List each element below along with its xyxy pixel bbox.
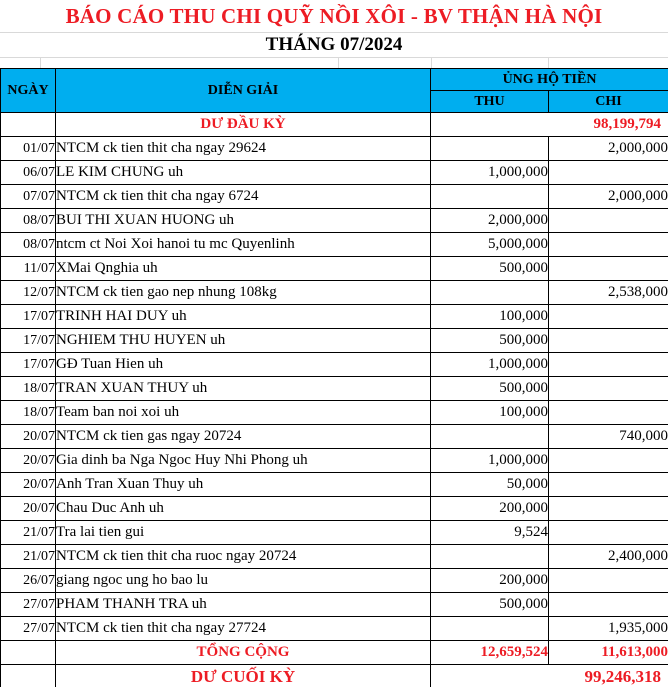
cell-chi[interactable] (549, 497, 668, 521)
gridline (431, 58, 432, 68)
cell-chi[interactable]: 2,000,000 (549, 185, 668, 209)
cell-chi[interactable]: 2,000,000 (549, 137, 668, 161)
cell-chi[interactable] (549, 353, 668, 377)
total-row (1, 641, 668, 665)
header-thu[interactable]: THU (431, 91, 549, 113)
table-row (1, 473, 668, 497)
cell-thu[interactable]: 100,000 (431, 305, 549, 329)
cell-chi[interactable] (549, 473, 668, 497)
cell-date[interactable]: 18/07 (1, 377, 56, 401)
cell-desc[interactable]: XMai Qnghia uh (56, 257, 431, 281)
cell-date[interactable]: 20/07 (1, 473, 56, 497)
cell-desc[interactable]: PHAM THANH TRA uh (56, 593, 431, 617)
gridline (548, 58, 549, 68)
cell-thu[interactable]: 500,000 (431, 257, 549, 281)
cell-date[interactable]: 20/07 (1, 425, 56, 449)
cell-desc[interactable]: giang ngoc ung ho bao lu (56, 569, 431, 593)
cell-desc[interactable]: Team ban noi xoi uh (56, 401, 431, 425)
cell-date[interactable]: 26/07 (1, 569, 56, 593)
table-row (1, 593, 668, 617)
cell-thu[interactable] (431, 185, 549, 209)
header-dien-giai[interactable]: DIỄN GIẢI (56, 69, 431, 113)
cell-desc[interactable]: TRINH HAI DUY uh (56, 305, 431, 329)
cell-date[interactable]: 27/07 (1, 593, 56, 617)
cell-chi[interactable] (549, 257, 668, 281)
cell-chi[interactable] (549, 161, 668, 185)
cell-desc[interactable]: Gia dinh ba Nga Ngoc Huy Nhi Phong uh (56, 449, 431, 473)
cell-date[interactable]: 01/07 (1, 137, 56, 161)
table-row (1, 425, 668, 449)
table-row (1, 353, 668, 377)
cell-chi[interactable] (549, 401, 668, 425)
cell-chi[interactable] (549, 593, 668, 617)
cell-thu[interactable]: 9,524 (431, 521, 549, 545)
cell-date[interactable]: 21/07 (1, 545, 56, 569)
table-row (1, 449, 668, 473)
table-row (1, 209, 668, 233)
cell-desc[interactable]: Anh Tran Xuan Thuy uh (56, 473, 431, 497)
cell-date[interactable]: 08/07 (1, 233, 56, 257)
cell-desc[interactable]: NTCM ck tien gas ngay 20724 (56, 425, 431, 449)
cell-thu[interactable]: 1,000,000 (431, 353, 549, 377)
cell-thu[interactable] (431, 545, 549, 569)
gridline (40, 58, 41, 68)
cell-desc[interactable]: NTCM ck tien thit cha ngay 27724 (56, 617, 431, 641)
cell-date[interactable]: 17/07 (1, 305, 56, 329)
closing-balance-row (1, 665, 668, 687)
cell-thu[interactable] (431, 281, 549, 305)
cell-thu[interactable]: 5,000,000 (431, 233, 549, 257)
cell-date-empty[interactable] (1, 665, 56, 687)
cell-date[interactable]: 20/07 (1, 497, 56, 521)
cell-date[interactable]: 27/07 (1, 617, 56, 641)
table-row (1, 257, 668, 281)
cell-desc[interactable]: NTCM ck tien thit cha ngay 29624 (56, 137, 431, 161)
spreadsheet-gap-row (0, 58, 668, 68)
header-chi[interactable]: CHI (549, 91, 668, 113)
cell-thu[interactable]: 500,000 (431, 377, 549, 401)
cell-date[interactable]: 06/07 (1, 161, 56, 185)
cell-date[interactable]: 11/07 (1, 257, 56, 281)
cell-thu[interactable]: 1,000,000 (431, 161, 549, 185)
table-row (1, 233, 668, 257)
table-row (1, 401, 668, 425)
cell-desc[interactable]: LE KIM CHUNG uh (56, 161, 431, 185)
cell-date-empty[interactable] (1, 641, 56, 665)
closing-balance-value[interactable]: 99,246,318 (431, 665, 668, 687)
cell-date[interactable]: 12/07 (1, 281, 56, 305)
table-row (1, 161, 668, 185)
gridline (338, 58, 339, 68)
cell-desc[interactable]: Chau Duc Anh uh (56, 497, 431, 521)
table-row (1, 617, 668, 641)
cell-thu[interactable]: 200,000 (431, 569, 549, 593)
cell-chi[interactable] (549, 569, 668, 593)
table-row (1, 569, 668, 593)
table-row (1, 521, 668, 545)
cell-thu[interactable] (431, 137, 549, 161)
cell-desc[interactable]: NGHIEM THU HUYEN uh (56, 329, 431, 353)
cell-thu[interactable] (431, 617, 549, 641)
cell-chi[interactable]: 1,935,000 (549, 617, 668, 641)
cell-chi[interactable] (549, 377, 668, 401)
cell-chi[interactable]: 2,400,000 (549, 545, 668, 569)
cell-thu[interactable]: 100,000 (431, 401, 549, 425)
table-row (1, 377, 668, 401)
cell-desc[interactable]: GĐ Tuan Hien uh (56, 353, 431, 377)
table-row (1, 185, 668, 209)
cell-date[interactable]: 18/07 (1, 401, 56, 425)
cell-thu[interactable]: 50,000 (431, 473, 549, 497)
opening-balance-row (1, 113, 668, 137)
table-row (1, 137, 668, 161)
opening-balance-label[interactable]: DƯ ĐẦU KỲ (56, 113, 431, 137)
cell-chi[interactable]: 740,000 (549, 425, 668, 449)
cell-desc[interactable]: TRAN XUAN THUY uh (56, 377, 431, 401)
cell-desc[interactable]: NTCM ck tien thit cha ngay 6724 (56, 185, 431, 209)
total-chi-value[interactable]: 11,613,000 (549, 641, 668, 665)
cell-desc[interactable]: BUI THI XUAN HUONG uh (56, 209, 431, 233)
cell-date[interactable]: 07/07 (1, 185, 56, 209)
table-row (1, 305, 668, 329)
cell-thu[interactable]: 500,000 (431, 329, 549, 353)
table-row (1, 329, 668, 353)
cell-chi[interactable] (549, 233, 668, 257)
total-thu-value[interactable]: 12,659,524 (431, 641, 549, 665)
cell-date[interactable]: 08/07 (1, 209, 56, 233)
summary-section (1, 641, 668, 687)
table-header (1, 69, 668, 113)
cell-date[interactable]: 21/07 (1, 521, 56, 545)
cell-desc[interactable]: ntcm ct Noi Xoi hanoi tu mc Quyenlinh (56, 233, 431, 257)
header-ung-ho-tien[interactable]: ỦNG HỘ TIỀN (431, 69, 668, 91)
cell-thu[interactable]: 1,000,000 (431, 449, 549, 473)
cell-date[interactable]: 17/07 (1, 329, 56, 353)
cell-date[interactable]: 20/07 (1, 449, 56, 473)
opening-balance-value[interactable]: 98,199,794 (431, 113, 668, 137)
cell-chi[interactable] (549, 521, 668, 545)
total-label[interactable]: TỔNG CỘNG (56, 641, 431, 665)
cell-date[interactable]: 17/07 (1, 353, 56, 377)
cell-desc[interactable]: Tra lai tien gui (56, 521, 431, 545)
cell-thu[interactable]: 500,000 (431, 593, 549, 617)
table-row (1, 497, 668, 521)
cell-thu[interactable] (431, 425, 549, 449)
cell-desc[interactable]: NTCM ck tien thit cha ruoc ngay 20724 (56, 545, 431, 569)
closing-balance-label[interactable]: DƯ CUỐI KỲ (56, 665, 431, 687)
opening-section (1, 113, 668, 137)
cell-desc[interactable]: NTCM ck tien gao nep nhung 108kg (56, 281, 431, 305)
table-body (1, 137, 668, 641)
cell-chi[interactable] (549, 449, 668, 473)
cell-chi[interactable] (549, 305, 668, 329)
table-row (1, 281, 668, 305)
cell-date-empty[interactable] (1, 113, 56, 137)
cell-thu[interactable]: 200,000 (431, 497, 549, 521)
cell-chi[interactable] (549, 329, 668, 353)
page-title: BÁO CÁO THU CHI QUỸ NỒI XÔI - BV THẬN HÀ NỘI (0, 0, 668, 33)
page-subtitle: THÁNG 07/2024 (0, 33, 668, 58)
table-row (1, 545, 668, 569)
report-table (0, 68, 668, 687)
header-ngay[interactable]: NGÀY (1, 69, 56, 113)
cell-thu[interactable]: 2,000,000 (431, 209, 549, 233)
cell-chi[interactable]: 2,538,000 (549, 281, 668, 305)
cell-chi[interactable] (549, 209, 668, 233)
